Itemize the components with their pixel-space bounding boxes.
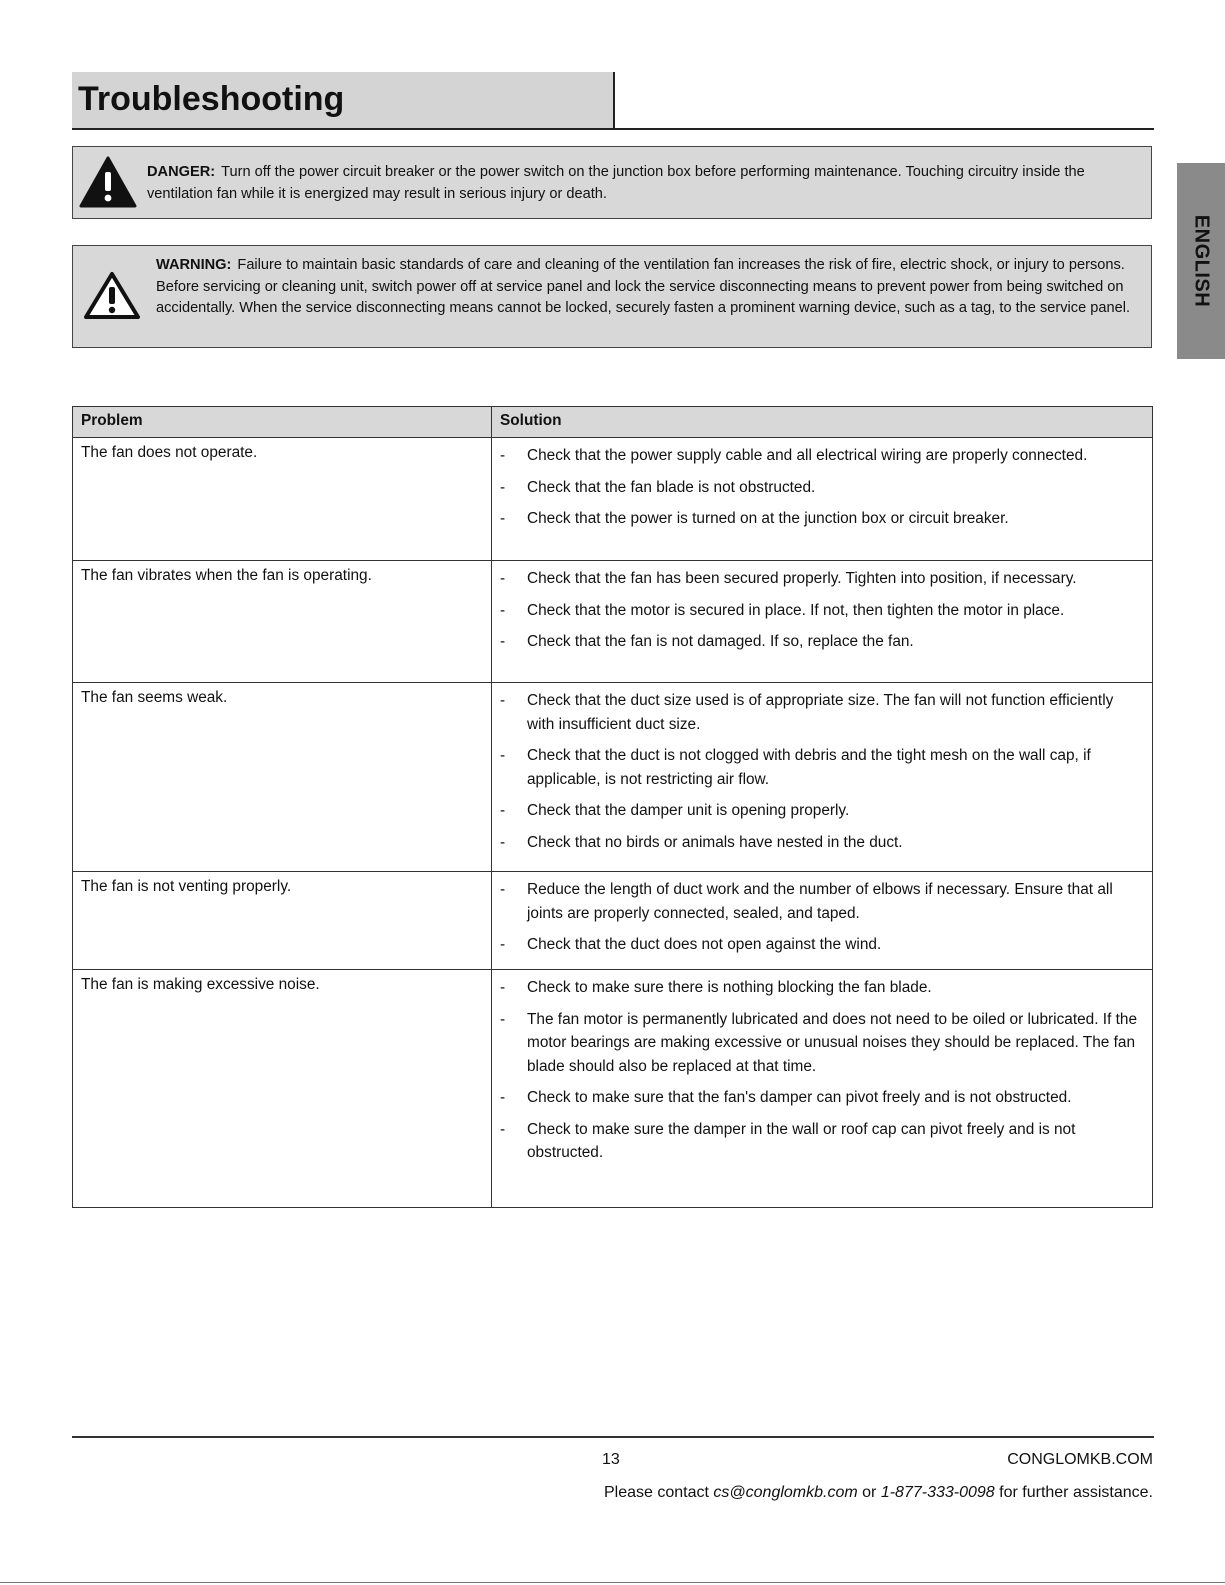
solution-item: - Check that the power is turned on at the junction box or circuit breaker. <box>500 507 1144 531</box>
danger-icon <box>79 156 137 208</box>
solution-column-header: Solution <box>492 407 1153 438</box>
danger-text-block <box>147 162 1143 205</box>
solution-item: - Check to make sure there is nothing blocking the fan blade. <box>500 976 1144 1000</box>
problem-cell: The fan is not venting properly. <box>73 872 492 970</box>
problem-cell: The fan is making excessive noise. <box>73 970 492 1208</box>
warning-notice <box>72 245 1152 348</box>
contact-prefix: Please contact <box>604 1484 714 1501</box>
warning-icon <box>83 270 141 320</box>
table-row <box>73 561 1153 683</box>
solution-item: - Check that the fan has been secured properly. Tighten into position, if necessary. <box>500 567 1144 591</box>
problem-cell: The fan seems weak. <box>73 683 492 872</box>
problem-cell: The fan vibrates when the fan is operating. <box>73 561 492 683</box>
language-tab-label: ENGLISH <box>1190 214 1213 308</box>
danger-notice <box>72 146 1152 219</box>
solution-cell <box>492 683 1153 872</box>
page-number: 13 <box>602 1451 620 1468</box>
solution-item: - Check that the duct is not clogged with debris and the tight mesh on the wall cap, if applicable, is not restricting air flow. <box>500 744 1144 791</box>
solution-item: - Check to make sure that the fan's damper can pivot freely and is not obstructed. <box>500 1086 1144 1110</box>
section-header <box>72 72 1154 130</box>
warning-text: Failure to maintain basic standards of care and cleaning of the ventilation fan increases the risk of fire, electric shock, or injury to persons. Before servicing or cleaning unit, switch power off at service panel and lock the service disconnecting means to prevent power from being switched on accidentally. When the service disconnecting means cannot be locked, securely fasten a prominent warning device, such as a tag, to the service panel. <box>156 257 1130 316</box>
problem-column-header: Problem <box>73 407 492 438</box>
problem-cell: The fan does not operate. <box>73 438 492 561</box>
solution-cell <box>492 872 1153 970</box>
solution-cell <box>492 970 1153 1208</box>
solution-cell <box>492 438 1153 561</box>
table-row <box>73 970 1153 1208</box>
table-row <box>73 872 1153 970</box>
contact-email-link[interactable]: cs@conglomkb.com <box>713 1484 858 1501</box>
page-title: Troubleshooting <box>78 80 345 118</box>
contact-suffix: for further assistance. <box>994 1484 1153 1501</box>
solution-item: - Check that the duct does not open against the wind. <box>500 933 1144 957</box>
contact-line <box>604 1484 1153 1502</box>
warning-label: WARNING: <box>156 257 232 273</box>
solution-item: - Check that the motor is secured in place. If not, then tighten the motor in place. <box>500 599 1144 623</box>
contact-phone-link[interactable]: 1-877-333-0098 <box>880 1484 995 1501</box>
footer-divider <box>72 1436 1154 1438</box>
language-tab <box>1177 163 1225 359</box>
solution-item: - The fan motor is permanently lubricated and does not need to be oiled or lubricated. If the motor bearings are making excessive or unusual noises they should be replaced. The fan blade should also be replaced at that time. <box>500 1008 1144 1079</box>
solution-item: - Check that the fan is not damaged. If so, replace the fan. <box>500 630 1144 654</box>
solution-cell <box>492 561 1153 683</box>
solution-item: - Check that the damper unit is opening properly. <box>500 799 1144 823</box>
danger-text: Turn off the power circuit breaker or the power switch on the junction box before performing maintenance. Touching circuitry inside the ventilation fan while it is energized may result in serious injury or death. <box>147 164 1085 202</box>
section-header-band <box>72 72 615 128</box>
solution-item: - Check that the duct size used is of appropriate size. The fan will not function efficiently with insufficient duct size. <box>500 689 1144 736</box>
solution-item: - Check to make sure the damper in the wall or roof cap can pivot freely and is not obstructed. <box>500 1118 1144 1165</box>
troubleshooting-table <box>72 406 1153 1208</box>
warning-text-block <box>156 255 1143 320</box>
solution-item: - Check that no birds or animals have nested in the duct. <box>500 831 1144 855</box>
solution-item: - Check that the fan blade is not obstructed. <box>500 476 1144 500</box>
danger-label: DANGER: <box>147 164 216 180</box>
contact-or: or <box>857 1484 881 1501</box>
table-row <box>73 683 1153 872</box>
website-label: CONGLOMKB.COM <box>1007 1451 1153 1468</box>
solution-item: - Check that the power supply cable and all electrical wiring are properly connected. <box>500 444 1144 468</box>
page-bottom-edge <box>0 1582 1225 1583</box>
table-row <box>73 438 1153 561</box>
table-header-row <box>73 407 1153 438</box>
solution-item: - Reduce the length of duct work and the number of elbows if necessary. Ensure that all joints are properly connected, sealed, and taped. <box>500 878 1144 925</box>
